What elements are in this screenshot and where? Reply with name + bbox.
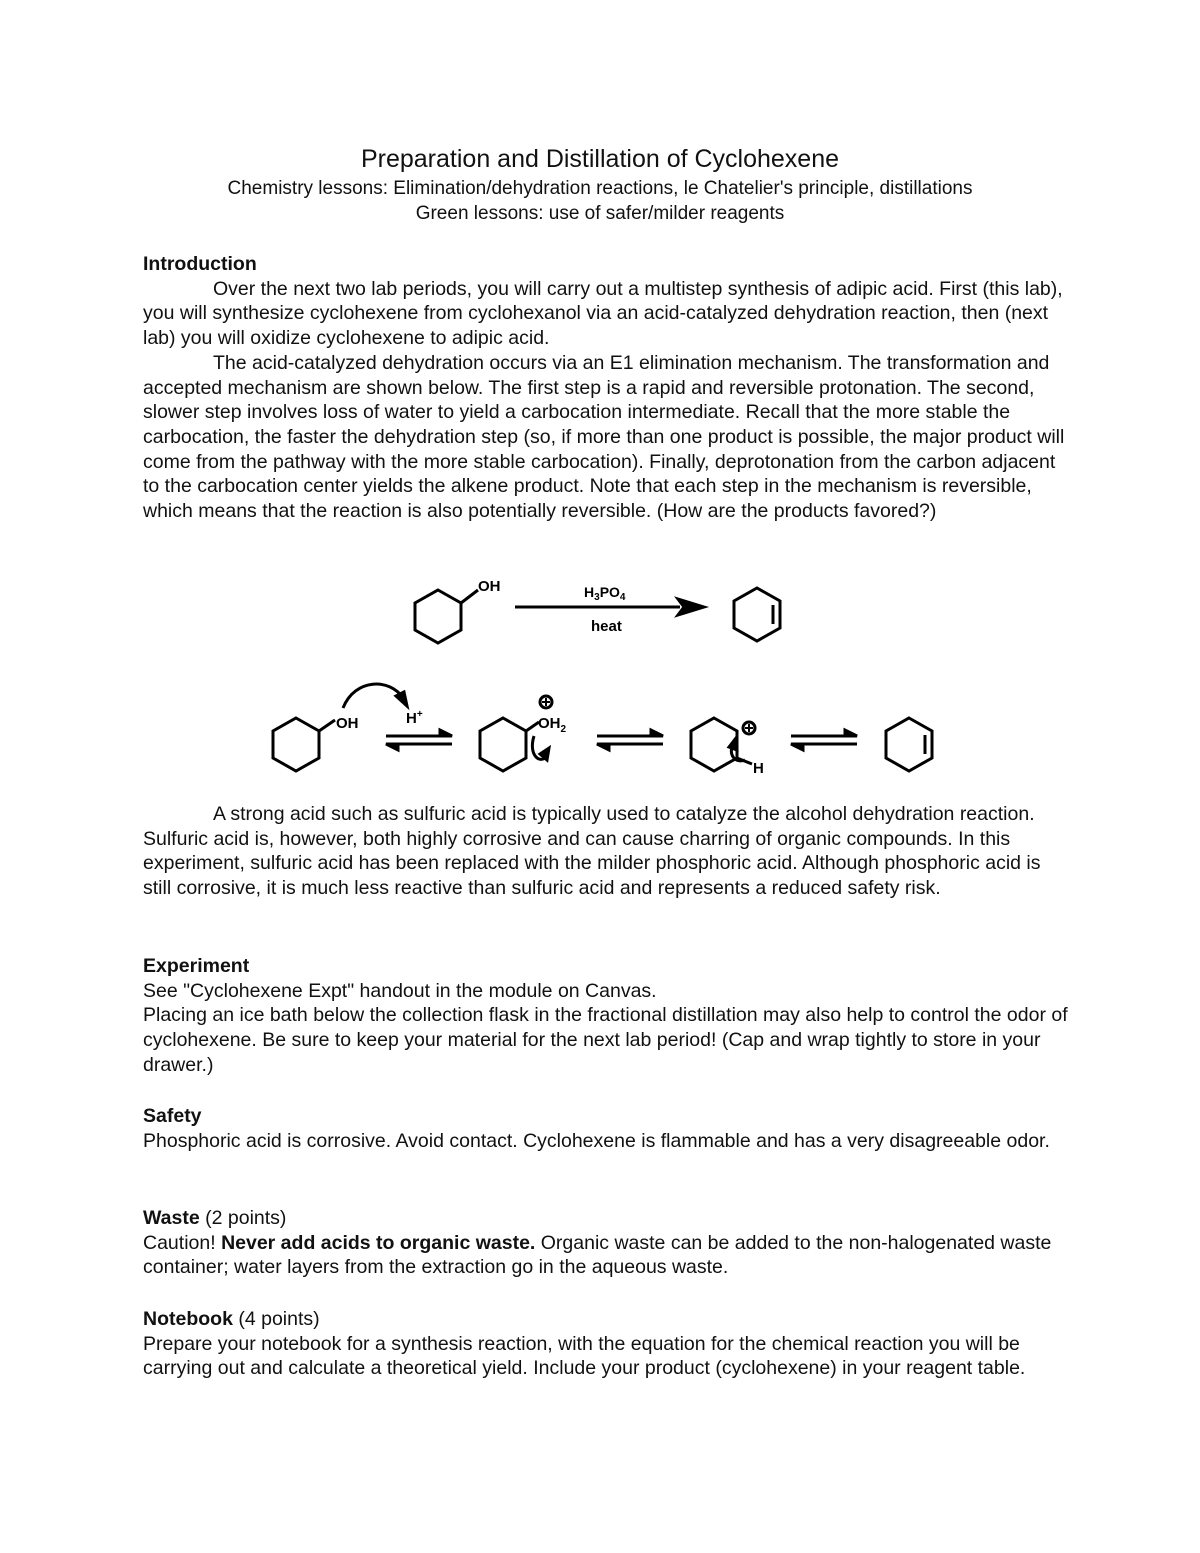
- title-block: [0, 142, 1200, 226]
- mech-cyclohexanol-ring: [273, 718, 319, 771]
- waste-warning: Never add acids to organic waste.: [221, 1231, 536, 1254]
- chemistry-lessons: Chemistry lessons: Elimination/dehydration reactions, le Chatelier's principle, distillations: [227, 178, 973, 199]
- waste-heading: Waste: [143, 1207, 200, 1229]
- introduction-section: [143, 252, 1073, 524]
- safety-section: [143, 1104, 1073, 1153]
- reaction-scheme: [0, 560, 1200, 790]
- experiment-section: [143, 954, 1073, 1078]
- proton-label: H+: [406, 709, 423, 727]
- waste-heading-line: [143, 1206, 1073, 1231]
- experiment-line-1: See "Cyclohexene Expt" handout in the module on Canvas.: [143, 979, 657, 1002]
- notebook-heading-line: [143, 1307, 1073, 1332]
- notebook-points: (4 points): [232, 1308, 320, 1330]
- h-label: H: [753, 760, 764, 777]
- mech-oh-label: OH: [336, 715, 359, 732]
- introduction-paragraph-2: The acid-catalyzed dehydration occurs via an E1 elimination mechanism. The transformation and accepted mechanism are shown below. The first step is a rapid and reversible protonation. The second, slower step involves loss of water to yield a carbocation intermediate. Recall that the more stable the carbocation, the faster the dehydration step (so, if more than one product is possible, the major product will come from the pathway with the more stable carbocation). Finally, deprotonation from the carbon adjacent to the carbocation center yields the alkene product. Note that each step in the mechanism is reversible, which means that the reaction is also potentially reversible. (How are the products favored?): [143, 351, 1065, 523]
- notebook-heading: Notebook: [143, 1308, 233, 1330]
- waste-section: [143, 1206, 1073, 1280]
- cyclohexanol-ring: [415, 590, 461, 643]
- safety-text: Phosphoric acid is corrosive. Avoid contact. Cyclohexene is flammable and has a very disagreeable odor.: [143, 1129, 1050, 1152]
- green-lessons: Green lessons: use of safer/milder reagents: [415, 203, 785, 224]
- introduction-paragraph-3-block: [143, 802, 1073, 901]
- oh-label: OH: [478, 578, 501, 595]
- experiment-line-2: Placing an ice bath below the collection flask in the fractional distillation may also help to control the odor of cyclohexene. Be sure to keep your material for the next lab period! (Cap and wrap tightly to store in your drawer.): [143, 1004, 1068, 1076]
- oh-bond: [461, 590, 478, 603]
- safety-heading: Safety: [143, 1105, 202, 1127]
- oxonium-ring: [480, 718, 526, 771]
- page-title: Preparation and Distillation of Cyclohexene: [360, 145, 840, 173]
- oh2-label: $OH_2$: [538, 715, 567, 735]
- experiment-heading: Experiment: [143, 955, 250, 977]
- notebook-text: Prepare your notebook for a synthesis reaction, with the equation for the chemical reaction you will be carrying out and calculate a theoretical yield. Include your product (cyclohexene) in your reagent table.: [143, 1332, 1026, 1380]
- introduction-paragraph-3: A strong acid such as sulfuric acid is typically used to catalyze the alcohol dehydration reaction. Sulfuric acid is, however, both highly corrosive and can cause charring of organic compounds. In this experiment, sulfuric acid has been replaced with the milder phosphoric acid. Although phosphoric acid is still corrosive, it is much less reactive than sulfuric acid and represents a reduced safety risk.: [143, 803, 1041, 900]
- condition-label: heat: [591, 618, 622, 635]
- waste-text: Caution! Never add acids to organic waste. Organic waste can be added to the non-halogenated waste container; water layers from the extraction go in the aqueous waste.: [143, 1231, 1052, 1279]
- waste-points: (2 points): [199, 1207, 287, 1229]
- introduction-paragraph-1: Over the next two lab periods, you will carry out a multistep synthesis of adipic acid. First (this lab), you will synthesize cyclohexene from cyclohexanol via an acid-catalyzed dehydration reaction, then (next lab) you will oxidize cyclohexene to adipic acid.: [143, 277, 1063, 350]
- introduction-heading: Introduction: [143, 253, 257, 275]
- notebook-section: [143, 1307, 1073, 1381]
- reagent-label: $H_3PO_4$: [584, 584, 626, 603]
- reaction-arrow-head: [678, 599, 704, 615]
